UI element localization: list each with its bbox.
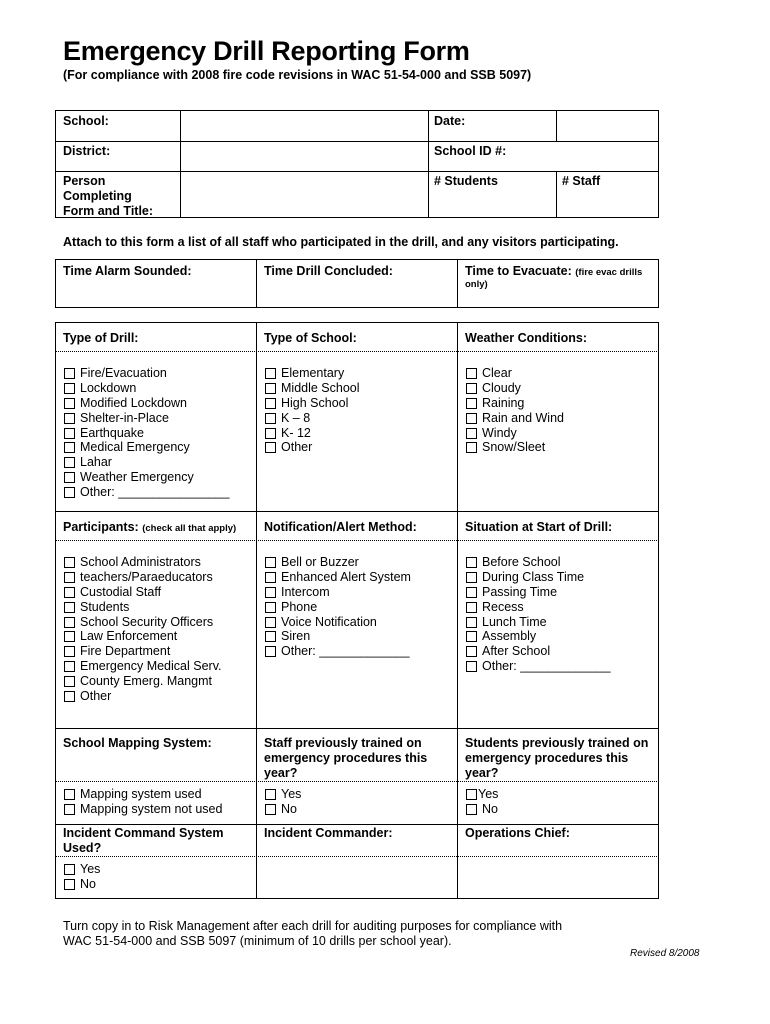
list-item[interactable]: Other (64, 689, 222, 704)
attach-note: Attach to this form a list of all staff who participated in the drill, and any visitors participating. (63, 235, 619, 249)
checkbox[interactable] (466, 572, 477, 583)
checkbox[interactable] (64, 428, 75, 439)
incident-commander-header: Incident Commander: (264, 826, 393, 840)
staff-label: # Staff (562, 174, 601, 188)
ics-used-header: Incident Command System Used? (63, 826, 224, 855)
list-item[interactable]: Clear (466, 366, 564, 381)
list-item[interactable]: Lockdown (64, 381, 229, 396)
checkbox[interactable] (64, 789, 75, 800)
mapping-list (64, 787, 222, 817)
checkbox[interactable] (64, 691, 75, 702)
list-item[interactable]: Recess (466, 600, 611, 615)
list-item[interactable]: Middle School (265, 381, 360, 396)
list-item[interactable]: Other: _____________ (466, 659, 611, 674)
incident-commander-field[interactable] (258, 858, 455, 897)
list-item[interactable]: Yes (64, 862, 100, 877)
checkbox[interactable] (64, 457, 75, 468)
checkbox[interactable] (64, 661, 75, 672)
list-item[interactable]: Fire/Evacuation (64, 366, 229, 381)
type-of-school-header: Type of School: (264, 331, 357, 345)
footer-note-line2: WAC 51-54-000 and SSB 5097 (minimum of 10 drills per school year). (63, 934, 452, 948)
list-item[interactable]: K – 8 (265, 411, 360, 426)
list-item[interactable]: School Administrators (64, 555, 222, 570)
district-label: District: (63, 144, 111, 158)
school-label: School: (63, 114, 109, 128)
checkbox[interactable] (265, 368, 276, 379)
checkbox[interactable] (64, 368, 75, 379)
list-item[interactable]: Weather Emergency (64, 470, 229, 485)
checkbox[interactable] (466, 617, 477, 628)
district-field[interactable] (182, 143, 426, 170)
list-item[interactable]: After School (466, 644, 611, 659)
time-evacuate-note: only) (465, 279, 488, 290)
alert-method-list (265, 555, 411, 659)
checkbox[interactable] (466, 442, 477, 453)
checkbox[interactable] (64, 804, 75, 815)
list-item[interactable]: K- 12 (265, 426, 360, 441)
checkbox[interactable] (265, 428, 276, 439)
page-title: Emergency Drill Reporting Form (63, 36, 470, 66)
checkbox[interactable] (466, 428, 477, 439)
list-item[interactable]: Other: _____________ (265, 644, 411, 659)
checkbox[interactable] (64, 472, 75, 483)
operations-chief-field[interactable] (459, 858, 657, 897)
person-completing-label: Person Completing Form and Title: (63, 174, 154, 218)
checkbox[interactable] (466, 789, 477, 800)
list-item[interactable]: Yes (265, 787, 301, 802)
checkbox[interactable] (265, 646, 276, 657)
time-alarm-label: Time Alarm Sounded: (63, 264, 192, 278)
list-item[interactable]: Yes (466, 787, 498, 802)
list-item[interactable]: Other (265, 440, 360, 455)
list-item[interactable]: Cloudy (466, 381, 564, 396)
revision-date: Revised 8/2008 (630, 948, 700, 959)
list-item[interactable]: Mapping system not used (64, 802, 222, 817)
list-item[interactable]: Bell or Buzzer (265, 555, 411, 570)
checkbox[interactable] (64, 864, 75, 875)
weather-list (466, 366, 564, 455)
checkbox[interactable] (64, 383, 75, 394)
school-id-field[interactable] (558, 143, 657, 170)
checkbox[interactable] (265, 413, 276, 424)
list-item[interactable]: Snow/Sleet (466, 440, 564, 455)
checkbox[interactable] (466, 587, 477, 598)
list-item[interactable]: No (466, 802, 498, 817)
school-field[interactable] (182, 112, 426, 140)
checkbox[interactable] (265, 617, 276, 628)
checkbox[interactable] (64, 413, 75, 424)
list-item[interactable]: Lahar (64, 455, 229, 470)
checkbox[interactable] (64, 676, 75, 687)
checkbox[interactable] (265, 442, 276, 453)
checkbox[interactable] (64, 398, 75, 409)
list-item[interactable]: County Emerg. Mangmt (64, 674, 222, 689)
checkbox[interactable] (64, 631, 75, 642)
list-item[interactable]: Siren (265, 629, 411, 644)
checkbox[interactable] (466, 398, 477, 409)
type-of-drill-header: Type of Drill: (63, 331, 139, 345)
date-label: Date: (434, 114, 466, 128)
checkbox[interactable] (466, 661, 477, 672)
checkbox[interactable] (466, 631, 477, 642)
staff-trained-list (265, 787, 301, 817)
school-id-label: School ID #: (434, 144, 507, 158)
ics-used-list (64, 862, 100, 892)
checkbox[interactable] (64, 557, 75, 568)
checkbox[interactable] (265, 383, 276, 394)
time-evacuate-label: Time to Evacuate: (fire evac drills (465, 264, 643, 278)
checkbox[interactable] (265, 572, 276, 583)
list-item[interactable]: During Class Time (466, 570, 611, 585)
checkbox[interactable] (466, 368, 477, 379)
list-item[interactable]: Windy (466, 426, 564, 441)
checkbox[interactable] (265, 587, 276, 598)
checkbox[interactable] (64, 572, 75, 583)
list-item[interactable]: Medical Emergency (64, 440, 229, 455)
list-item[interactable]: Phone (265, 600, 411, 615)
checkbox[interactable] (64, 587, 75, 598)
checkbox[interactable] (466, 383, 477, 394)
operations-chief-header: Operations Chief: (465, 826, 570, 840)
situation-header: Situation at Start of Drill: (465, 520, 613, 534)
checkbox[interactable] (466, 413, 477, 424)
checkbox[interactable] (265, 557, 276, 568)
students-label: # Students (434, 174, 498, 188)
list-item[interactable]: Modified Lockdown (64, 396, 229, 411)
date-field[interactable] (558, 112, 657, 140)
notification-method-header: Notification/Alert Method: (264, 520, 417, 534)
checkbox[interactable] (64, 487, 75, 498)
checkbox[interactable] (265, 789, 276, 800)
checkbox[interactable] (265, 631, 276, 642)
checkbox[interactable] (64, 442, 75, 453)
list-item[interactable]: No (64, 877, 100, 892)
list-item[interactable]: Earthquake (64, 426, 229, 441)
list-item[interactable]: Rain and Wind (466, 411, 564, 426)
list-item[interactable]: Raining (466, 396, 564, 411)
list-item[interactable]: Lunch Time (466, 615, 611, 630)
list-item[interactable]: Emergency Medical Serv. (64, 659, 222, 674)
list-item[interactable]: Other: ________________ (64, 485, 229, 500)
checkbox[interactable] (64, 617, 75, 628)
mapping-system-header: School Mapping System: (63, 736, 212, 750)
checkbox[interactable] (466, 557, 477, 568)
participants-list (64, 555, 222, 704)
footer-note-line1: Turn copy in to Risk Management after each drill for auditing purposes for compliance with (63, 919, 563, 933)
drill-type-list (64, 366, 229, 500)
staff-trained-header: Staff previously trained on emergency procedures this year? (264, 736, 428, 780)
list-item[interactable]: Passing Time (466, 585, 611, 600)
list-item[interactable]: Custodial Staff (64, 585, 222, 600)
checkbox[interactable] (64, 646, 75, 657)
checkbox[interactable] (64, 879, 75, 890)
list-item[interactable]: Students (64, 600, 222, 615)
list-item[interactable]: Law Enforcement (64, 629, 222, 644)
students-trained-header: Students previously trained on emergency procedures this year? (465, 736, 649, 780)
list-item[interactable]: Assembly (466, 629, 611, 644)
list-item[interactable]: Shelter-in-Place (64, 411, 229, 426)
list-item[interactable]: Voice Notification (265, 615, 411, 630)
checkbox[interactable] (466, 646, 477, 657)
list-item[interactable]: Enhanced Alert System (265, 570, 411, 585)
page-subtitle: (For compliance with 2008 fire code revisions in WAC 51-54-000 and SSB 5097) (63, 68, 532, 82)
participants-header: Participants: (check all that apply) (63, 520, 237, 534)
checkbox[interactable] (64, 602, 75, 613)
checkbox[interactable] (265, 398, 276, 409)
person-completing-field[interactable] (182, 173, 426, 217)
list-item[interactable]: Fire Department (64, 644, 222, 659)
situation-list (466, 555, 611, 674)
weather-header: Weather Conditions: (465, 331, 587, 345)
school-type-list (265, 366, 360, 455)
list-item[interactable]: No (265, 802, 301, 817)
list-item[interactable]: Elementary (265, 366, 360, 381)
checkbox[interactable] (265, 804, 276, 815)
list-item[interactable]: High School (265, 396, 360, 411)
time-concluded-label: Time Drill Concluded: (264, 264, 393, 278)
list-item[interactable]: teachers/Paraeducators (64, 570, 222, 585)
list-item[interactable]: Before School (466, 555, 611, 570)
checkbox[interactable] (265, 602, 276, 613)
list-item[interactable]: Mapping system used (64, 787, 222, 802)
students-trained-list (466, 787, 498, 817)
checkbox[interactable] (466, 804, 477, 815)
list-item[interactable]: Intercom (265, 585, 411, 600)
checkbox[interactable] (466, 602, 477, 613)
list-item[interactable]: School Security Officers (64, 615, 222, 630)
